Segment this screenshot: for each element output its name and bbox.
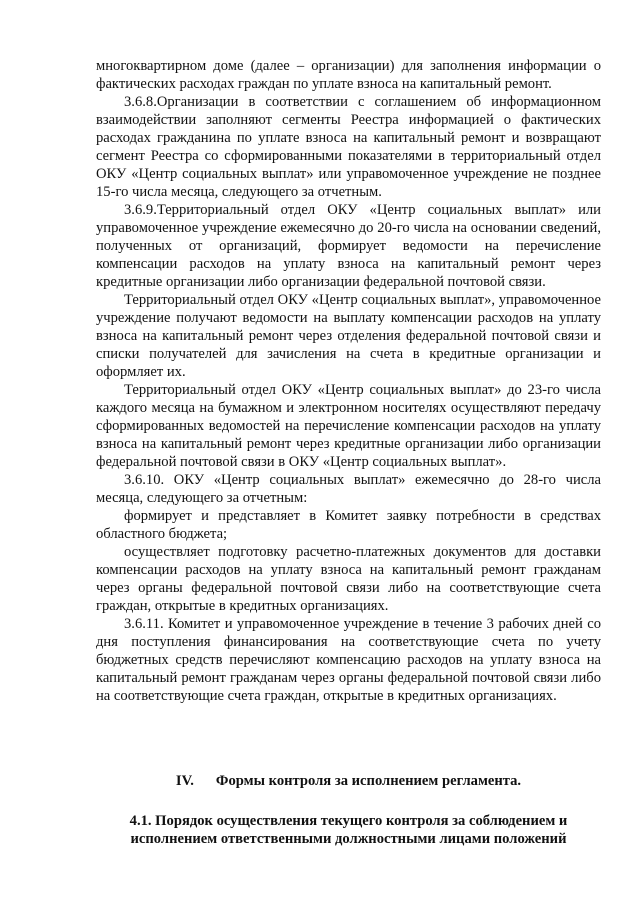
subsection-heading: 4.1. Порядок осуществления текущего контроля за соблюдением и исполнением ответственными должностными лицами положений: [129, 813, 568, 847]
document-body: [96, 57, 601, 705]
section-number: IV.: [175, 773, 194, 789]
section-heading: [96, 772, 601, 790]
paragraph-3-6-10: 3.6.10. ОКУ «Центр социальных выплат» ежемесячно до 28-го числа месяца, следующего за отчетным:: [96, 472, 601, 506]
paragraph-continuation: многоквартирном доме (далее – организации) для заполнения информации о фактических расходах граждан по уплате взноса на капитальный ремонт.: [96, 58, 601, 92]
paragraph-3-6-11: 3.6.11. Комитет и управомоченное учреждение в течение 3 рабочих дней со дня поступления финансирования на соответствующие счета по учету бюджетных средств перечисляют компенсацию расходов на уплату взноса на капитальный ремонт гражданам через органы федеральной почтовой связи либо на соответствующие счета граждан, открытые в кредитных организациях.: [96, 616, 601, 704]
section-title: Формы контроля за исполнением регламента.: [215, 773, 522, 789]
paragraph-3-6-8: 3.6.8.Организации в соответствии с соглашением об информационном взаимодействии заполняют сегменты Реестра информацией о фактических расходах гражданина по уплате взноса на капитальный ремонт и возвращают сегмент Реестра со сформированными показателями в территориальный отдел ОКУ «Центр социальных выплат» или управомоченное учреждение не позднее 15-го числа месяца, следующего за отчетным.: [96, 94, 601, 200]
paragraph-transfer-of-statements: Территориальный отдел ОКУ «Центр социальных выплат» до 23-го числа каждого месяца на бумажном и электронном носителях осуществляют передачу сформированных ведомостей на перечисление компенсации расходов на уплату взноса на капитальный ремонт через кредитные организации либо организации федеральной почтовой связи в ОКУ «Центр социальных выплат».: [96, 382, 601, 470]
paragraph-budget-request: формирует и представляет в Комитет заявку потребности в средствах областного бюджета;: [96, 508, 601, 542]
paragraph-territorial-department: Территориальный отдел ОКУ «Центр социальных выплат», управомоченное учреждение получают ведомости на выплату компенсации расходов на уплату взноса на капитальный ремонт через отделения федеральной почтовой связи и списки получателей для зачисления на счета в кредитные организации и оформляет их.: [96, 292, 601, 380]
paragraph-payment-documents: осуществляет подготовку расчетно-платежных документов для доставки компенсации расходов на уплату взноса на капитальный ремонт гражданам через органы федеральной почтовой связи либо на соответствующие счета граждан, открытые в кредитных организациях.: [96, 544, 601, 614]
paragraph-3-6-9: 3.6.9.Территориальный отдел ОКУ «Центр социальных выплат» или управомоченное учреждение ежемесячно до 20-го числа на основании сведений, полученных от организаций, формирует ведомости на перечисление компенсации расходов на уплату взноса на капитальный ремонт через кредитные организации либо организации федеральной почтовой связи.: [96, 202, 601, 290]
